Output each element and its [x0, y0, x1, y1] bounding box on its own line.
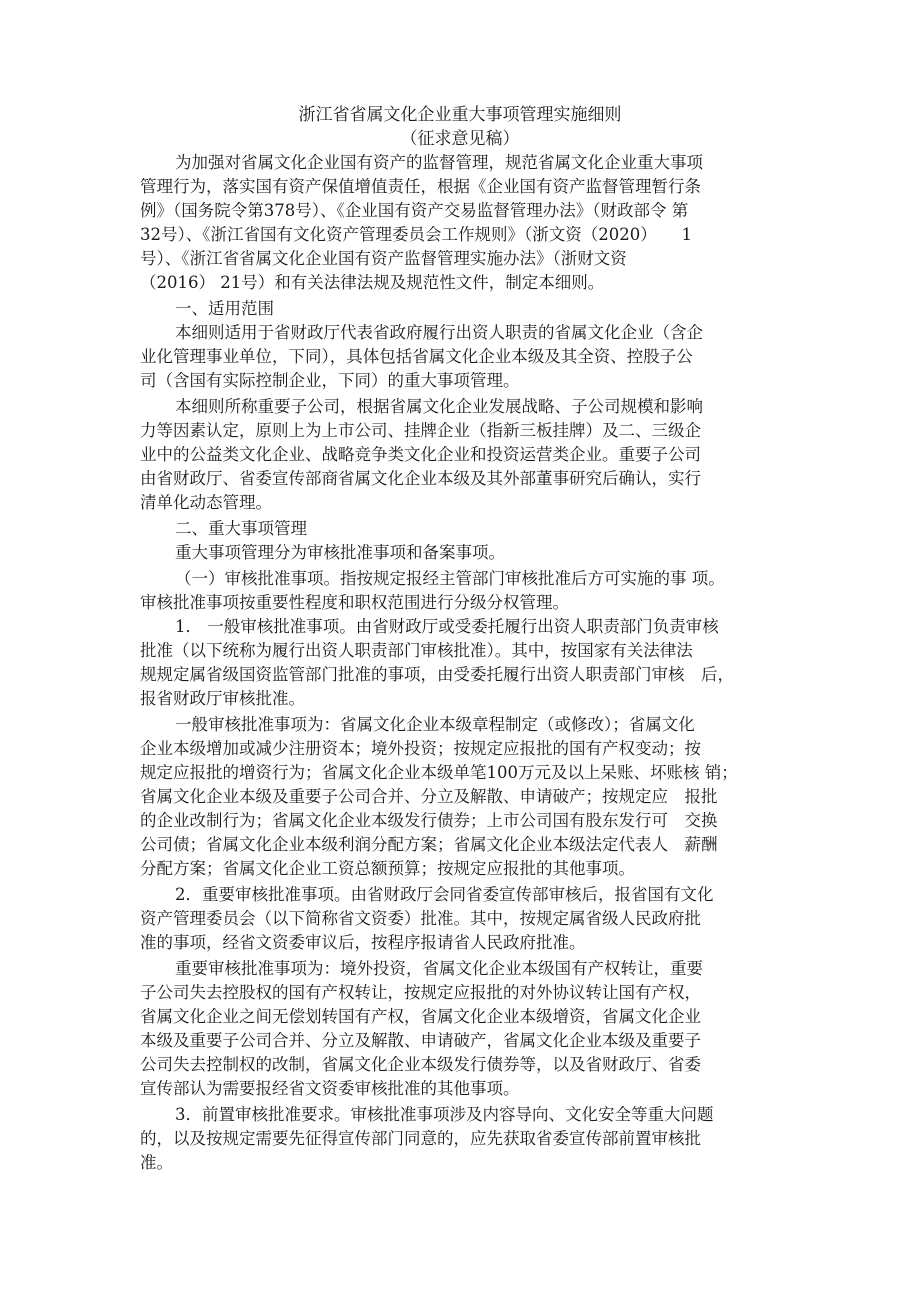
body-line: 的企业改制行为；省属文化企业本级发行债券；上市公司国有股东发行可 交换	[140, 811, 718, 830]
body-line: 由省财政厅、省委宣传部商省属文化企业本级及其外部董事研究后确认，实行	[140, 469, 701, 488]
body-line: 审核批准事项按重要性程度和职权范围进行分级分权管理。	[140, 593, 569, 612]
body-line: 重要审核批准事项为：境外投资，省属文化企业本级国有产权转让，重要	[175, 959, 703, 978]
body-line: 宣传部认为需要报经省文资委审核批准的其他事项。	[140, 1079, 520, 1098]
body-line: 本细则适用于省财政厅代表省政府履行出资人职责的省属文化企业（含企	[175, 323, 703, 342]
body-line: 批准（以下统称为履行出资人职责部门审核批准）。其中，按国家有关法律法	[140, 641, 693, 660]
body-line: 准。	[140, 1153, 173, 1172]
body-line: 省属文化企业之间无偿划转国有产权，省属文化企业本级增资，省属文化企业	[140, 1007, 701, 1026]
section-heading: 一、适用范围	[175, 299, 274, 318]
body-line: 力等因素认定，原则上为上市公司、挂牌企业（指新三板挂牌）及二、三级企	[140, 421, 701, 440]
body-line: 重大事项管理分为审核批准事项和备案事项。	[175, 543, 505, 562]
body-line: 2．重要审核批准事项。由省财政厅会同省委宣传部审核后，报省国有文化	[175, 885, 714, 904]
body-line: 企业本级增加或减少注册资本；境外投资；按规定应报批的国有产权变动；按	[140, 739, 701, 758]
body-line: 32号）、《浙江省国有文化资产管理委员会工作规则》（浙文资（2020） 1	[140, 225, 692, 244]
body-line: 清单化动态管理。	[140, 493, 272, 512]
body-line: 管理行为，落实国有资产保值增值责任，根据《企业国有资产监督管理暂行条	[140, 177, 701, 196]
body-line: 公司债；省属文化企业本级利润分配方案；省属文化企业本级法定代表人 薪酬	[140, 835, 718, 854]
body-line: 一般审核批准事项为：省属文化企业本级章程制定（或修改）；省属文化	[175, 715, 695, 734]
body-line: 司（含国有实际控制企业，下同）的重大事项管理。	[140, 371, 520, 390]
body-line: 规定应报批的增资行为；省属文化企业本级单笔100万元及以上呆账、坏账核 销；	[140, 763, 738, 782]
body-line: 3．前置审核批准要求。审核批准事项涉及内容导向、文化安全等重大问题	[175, 1105, 714, 1124]
body-line: 号）、《浙江省省属文化企业国有资产监督管理实施办法》（浙财文资	[140, 249, 627, 268]
body-line: 业化管理事业单位，下同），具体包括省属文化企业本级及其全资、控股子公	[140, 347, 693, 366]
body-line: 资产管理委员会（以下简称省文资委）批准。其中，按规定属省级人民政府批	[140, 909, 701, 928]
body-line: 省属文化企业本级及重要子公司合并、分立及解散、申请破产；按规定应 报批	[140, 787, 718, 806]
section-heading: 二、重大事项管理	[175, 519, 307, 538]
body-line: 规规定属省级国资监管部门批准的事项，由受委托履行出资人职责部门审核 后，	[140, 665, 734, 684]
document-subtitle: （征求意见稿）	[400, 129, 520, 149]
body-line: 本细则所称重要子公司，根据省属文化企业发展战略、子公司规模和影响	[175, 397, 703, 416]
body-line: 报省财政厅审核批准。	[140, 689, 305, 708]
body-line: 1． 一般审核批准事项。由省财政厅或受委托履行出资人职责部门负责审核	[175, 617, 719, 636]
body-line: （2016） 21号）和有关法律法规及规范性文件，制定本细则。	[140, 273, 605, 292]
body-line: 公司失去控制权的改制，省属文化企业本级发行债券等，以及省财政厅、省委	[140, 1055, 701, 1074]
body-line: 业中的公益类文化企业、战略竞争类文化企业和投资运营类企业。重要子公司	[140, 445, 701, 464]
body-line: 准的事项，经省文资委审议后，按程序报请省人民政府批准。	[140, 933, 586, 952]
body-line: 本级及重要子公司合并、分立及解散、申请破产，省属文化企业本级及重要子	[140, 1031, 701, 1050]
body-line: 为加强对省属文化企业国有资产的监督管理，规范省属文化企业重大事项	[175, 153, 703, 172]
body-line: 的，以及按规定需要先征得宣传部门同意的，应先获取省委宣传部前置审核批	[140, 1129, 701, 1148]
body-line: 子公司失去控股权的国有产权转让，按规定应报批的对外协议转让国有产权，	[140, 983, 701, 1002]
body-line: 例》（国务院令第378号）、《企业国有资产交易监督管理办法》（财政部令 第	[140, 201, 689, 220]
body-line: 分配方案；省属文化企业工资总额预算；按规定应报批的其他事项。	[140, 859, 635, 878]
document-title: 浙江省省属文化企业重大事项管理实施细则	[298, 105, 622, 125]
body-line: （一）审核批准事项。指按规定报经主管部门审核批准后方可实施的事 项。	[175, 569, 725, 588]
